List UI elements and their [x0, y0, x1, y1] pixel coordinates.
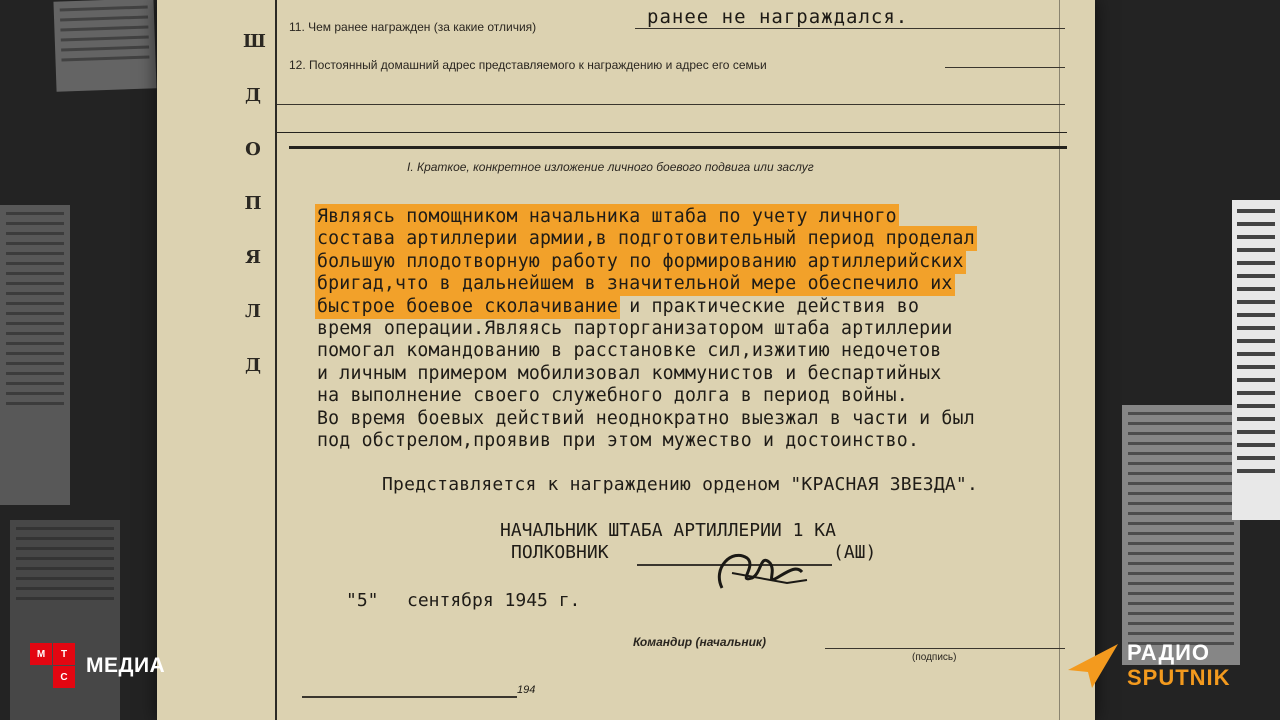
highlighted-text: Являясь помощником начальника штаба по учету личного: [317, 206, 897, 227]
background-clipping: [10, 520, 120, 720]
award-presentation: Представляется к награждению орденом "КРАСНАЯ ЗВЕЗДА".: [382, 474, 978, 495]
sputnik-arrow-icon: [1066, 640, 1120, 690]
text-line: под обстрелом,проявив при этом мужество и достоинство.: [317, 429, 920, 451]
text-line: [317, 228, 1077, 250]
highlighted-text: состава артиллерии армии,в подготовительный период проделал: [317, 228, 975, 250]
text-line: [317, 206, 1077, 228]
mts-media-label: МЕДИА: [86, 654, 166, 677]
text-line: на выполнение своего служебного долга в период войны.: [317, 385, 908, 407]
background-clipping: [1232, 200, 1280, 520]
signature-caption: (подпись): [912, 652, 957, 663]
date-line: [302, 696, 517, 698]
text-line: помогал командованию в расстановке сил,изжитию недочетов: [317, 340, 942, 362]
background-clipping: [0, 205, 70, 505]
mts-logo: [30, 643, 75, 688]
signer-initials: (АШ): [833, 542, 877, 563]
side-letter: Я: [245, 247, 261, 268]
highlighted-text: бригад,что в дальнейшем в значительной мере обеспечило их: [317, 273, 953, 295]
date-month-year: сентября 1945 г.: [407, 590, 581, 611]
highlighted-text: большую плодотворную работу по формированию артиллерийских: [317, 250, 964, 272]
side-letter: О: [245, 139, 261, 160]
background-clipping: [1122, 405, 1240, 665]
margin-line: [275, 0, 277, 720]
mts-letter: С: [53, 666, 75, 688]
mts-letter: Т: [53, 643, 75, 665]
text-line: время операции.Являясь парторганизатором штаба артиллерии: [317, 317, 953, 339]
award-document: [157, 0, 1095, 720]
text-line: [317, 273, 1077, 295]
citation-text: [317, 206, 1077, 452]
commander-line: [825, 648, 1065, 649]
year-caption: 194: [517, 684, 536, 696]
text-line: и личным примером мобилизовал коммунистов и беспартийных: [317, 362, 942, 384]
highlighted-text: быстрое боевое сколачивание: [317, 295, 619, 317]
text-line: [317, 251, 1077, 273]
side-label: [243, 15, 266, 393]
text-line: [317, 296, 1077, 318]
background-clipping: [53, 0, 156, 92]
side-letter: Д: [244, 355, 261, 376]
radio-label: РАДИО: [1127, 640, 1211, 665]
item-11-value: ранее не награждался.: [647, 6, 909, 28]
text-line: Во время боевых действий неоднократно выезжал в части и был: [317, 407, 975, 429]
plain-text: и практические действия во: [618, 295, 920, 317]
side-letter: Ш: [243, 31, 266, 52]
date-day: "5": [346, 590, 379, 611]
section-heading: I. Краткое, конкретное изложение личного боевого подвига или заслуг: [407, 160, 814, 174]
divider: [277, 132, 1067, 133]
mts-letter: М: [30, 643, 52, 665]
handwritten-signature: [702, 528, 812, 608]
side-letter: Д: [244, 85, 261, 106]
item-11-label: 11. Чем ранее награжден (за какие отличия): [289, 20, 537, 34]
item-12-label: 12. Постоянный домашний адрес представляемого к награждению и адрес его семьи: [289, 58, 767, 72]
item-11-line: [635, 28, 1065, 29]
signer-position: НАЧАЛЬНИК ШТАБА АРТИЛЛЕРИИ 1 КА: [500, 520, 836, 541]
item-12-line: [945, 67, 1065, 68]
commander-label: Командир (начальник): [633, 635, 766, 649]
sputnik-label: SPUTNIK: [1127, 665, 1231, 690]
divider-thick: [289, 146, 1067, 149]
signer-rank: ПОЛКОВНИК: [511, 542, 609, 563]
side-letter: П: [244, 193, 262, 214]
side-letter: Л: [245, 301, 261, 322]
address-line: [277, 104, 1065, 105]
